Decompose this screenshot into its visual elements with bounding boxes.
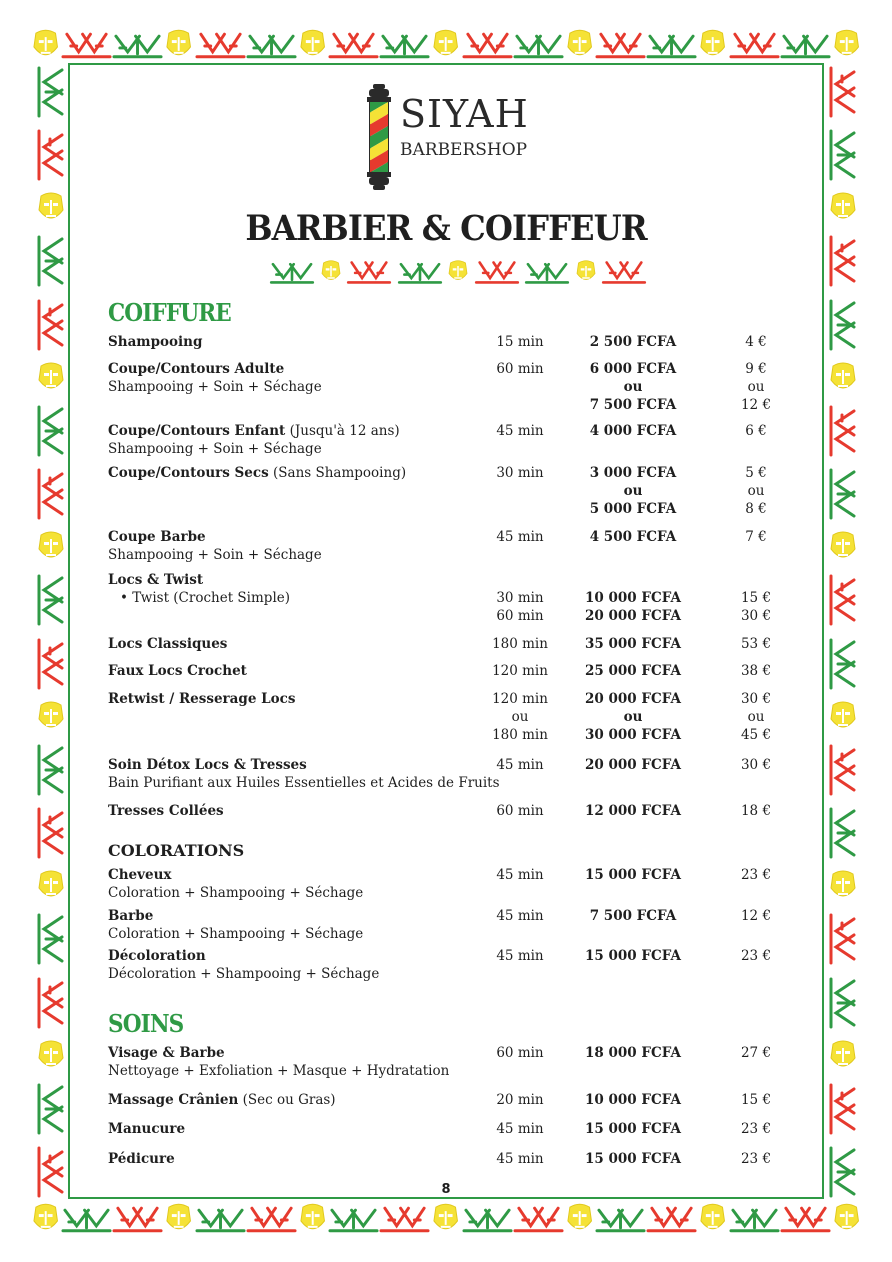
mask-icon [430,1203,461,1235]
motif-red-icon [112,1204,163,1234]
motif-red-icon [379,1204,430,1234]
item-price-fcfa: 3 000 FCFA [589,465,677,481]
mask-icon [827,362,859,394]
motif-green-icon [268,259,316,285]
motif-green-icon [513,30,564,60]
motif-green-icon [462,1204,513,1234]
item-duration: 120 min [492,663,548,679]
item-price-eur: 30 € [740,608,772,624]
item-name: Soin Détox Locs & Tresses [108,757,307,773]
motif-red-icon [828,66,858,118]
section-title-coiffure: COIFFURE [108,298,231,327]
mask-icon [30,29,61,61]
item-price-or: ou [623,483,643,499]
motif-red-icon [600,259,648,285]
item-price-eur: 9 € [745,361,767,377]
item-price-fcfa: 20 000 FCFA [585,691,681,707]
item-description: Nettoyage + Exfoliation + Masque + Hydratation [108,1063,450,1079]
mask-icon [697,29,728,61]
mask-icon [831,1203,862,1235]
item-description: Coloration + Shampooing + Séchage [108,926,364,942]
mask-icon [827,701,859,733]
item-price-eur: 23 € [740,867,772,883]
item-description: Coloration + Shampooing + Séchage [108,885,364,901]
motif-red-icon [61,30,112,60]
mask-icon [35,1040,67,1072]
item-duration: 30 min [496,465,544,481]
motif-red-icon [828,744,858,796]
mask-icon [446,259,470,285]
title-ornament [268,256,648,288]
motif-red-icon [828,405,858,457]
item-duration: 60 min [496,803,544,819]
item-duration: 45 min [496,529,544,545]
item-price-eur: 15 € [740,1092,772,1108]
motif-green-icon [36,744,66,796]
mask-icon [297,1203,328,1235]
motif-red-icon [828,913,858,965]
motif-red-icon [729,30,780,60]
item-price-fcfa: 2 500 FCFA [589,334,677,350]
motif-green-icon [36,1083,66,1135]
item-duration: 180 min [492,636,548,652]
motif-red-icon [36,977,66,1029]
motif-green-icon [828,638,858,690]
item-price-fcfa: 35 000 FCFA [585,636,681,652]
motif-red-icon [36,807,66,859]
item-duration: 120 min [492,691,548,707]
motif-red-icon [462,30,513,60]
motif-green-icon [36,405,66,457]
item-price-eur: 8 € [745,501,767,517]
motif-green-icon [828,807,858,859]
item-price-or: ou [747,709,765,725]
item-name: Coupe/Contours Enfant [108,423,286,439]
mask-icon [564,1203,595,1235]
item-price-fcfa: 30 000 FCFA [585,727,681,743]
item-name: Locs Classiques [108,636,228,652]
item-duration: 45 min [496,1151,544,1167]
mask-icon [297,29,328,61]
item-name: Décoloration [108,948,206,964]
item-name: Cheveux [108,867,172,883]
motif-red-icon [828,574,858,626]
item-name: Retwist / Resserage Locs [108,691,296,707]
item-price-eur: 23 € [740,1151,772,1167]
item-name: Coupe/Contours Secs [108,465,269,481]
item-price-fcfa: 15 000 FCFA [585,1151,681,1167]
motif-red-icon [513,1204,564,1234]
mask-icon [827,1040,859,1072]
motif-red-icon [595,30,646,60]
item-name: Faux Locs Crochet [108,663,247,679]
item-duration: 60 min [496,361,544,377]
item-name: Shampooing [108,334,203,350]
item-price-or: ou [747,483,765,499]
item-price-eur: 12 € [740,397,772,413]
item-description: Décoloration + Shampooing + Séchage [108,966,380,982]
motif-green-icon [828,299,858,351]
item-name: Barbe [108,908,154,924]
mask-icon [827,870,859,902]
item-price-eur: 5 € [745,465,767,481]
item-duration: 180 min [492,727,548,743]
item-name: Coupe/Contours Adulte [108,361,285,377]
motif-red-icon [36,638,66,690]
border-top [30,24,862,66]
item-duration: 45 min [496,757,544,773]
mask-icon [30,1203,61,1235]
item-description: Shampooing + Soin + Séchage [108,441,322,457]
item-price-eur: 6 € [745,423,767,439]
motif-red-icon [36,468,66,520]
item-name: Locs & Twist [108,572,204,588]
item-price-fcfa: 7 500 FCFA [589,397,677,413]
motif-green-icon [36,574,66,626]
mask-icon [430,29,461,61]
item-name: Pédicure [108,1151,175,1167]
section-title-soins: SOINS [108,1009,184,1038]
item-price-or: ou [623,379,643,395]
item-price-fcfa: 20 000 FCFA [585,608,681,624]
motif-red-icon [195,30,246,60]
item-duration: 45 min [496,1121,544,1137]
motif-green-icon [379,30,430,60]
motif-green-icon [328,1204,379,1234]
item-price-eur: 12 € [740,908,772,924]
item-price-fcfa: 18 000 FCFA [585,1045,681,1061]
item-duration: 45 min [496,948,544,964]
item-price-eur: 30 € [740,757,772,773]
item-duration: 45 min [496,423,544,439]
mask-icon [831,29,862,61]
item-price-fcfa: 15 000 FCFA [585,1121,681,1137]
item-duration: 45 min [496,908,544,924]
motif-green-icon [36,66,66,118]
mask-icon [697,1203,728,1235]
item-note: (Sans Shampooing) [268,465,407,481]
mask-icon [564,29,595,61]
mask-icon [35,870,67,902]
item-name: Tresses Collées [108,803,224,819]
item-price-eur: 15 € [740,590,772,606]
item-name: Manucure [108,1121,186,1137]
motif-green-icon [396,259,444,285]
item-price-fcfa: 20 000 FCFA [585,757,681,773]
motif-green-icon [195,1204,246,1234]
item-bullet: • Twist (Crochet Simple) [120,590,291,606]
item-duration: 60 min [496,608,544,624]
motif-green-icon [523,259,571,285]
motif-green-icon [36,913,66,965]
item-price-fcfa: 7 500 FCFA [589,908,677,924]
mask-icon [35,362,67,394]
item-name: Coupe Barbe [108,529,206,545]
section-title-colorations: COLORATIONS [108,841,245,860]
motif-green-icon [828,129,858,181]
item-price-or: ou [747,379,765,395]
item-price-fcfa: 5 000 FCFA [589,501,677,517]
item-price-eur: 30 € [740,691,772,707]
item-duration-or: ou [511,709,529,725]
item-price-eur: 18 € [740,803,772,819]
item-description: Shampooing + Soin + Séchage [108,379,322,395]
motif-green-icon [729,1204,780,1234]
item-price-eur: 23 € [740,1121,772,1137]
motif-green-icon [828,977,858,1029]
item-price-fcfa: 10 000 FCFA [585,590,681,606]
brand-subtitle: BARBERSHOP [400,140,528,160]
motif-red-icon [246,1204,297,1234]
item-description: Shampooing + Soin + Séchage [108,547,322,563]
motif-green-icon [112,30,163,60]
item-description: Bain Purifiant aux Huiles Essentielles et Acides de Fruits [108,775,500,791]
motif-red-icon [345,259,393,285]
page-title: BARBIER & COIFFEUR [245,208,647,249]
page-number: 8 [441,1182,451,1197]
item-duration: 20 min [496,1092,544,1108]
item-duration: 15 min [496,334,544,350]
mask-icon [827,531,859,563]
barber-pole-icon [364,84,394,190]
item-price-fcfa: 25 000 FCFA [585,663,681,679]
item-price-fcfa: 10 000 FCFA [585,1092,681,1108]
mask-icon [574,259,598,285]
item-price-eur: 27 € [740,1045,772,1061]
item-price-fcfa: 6 000 FCFA [589,361,677,377]
brand-name: SIYAH [400,92,529,136]
motif-red-icon [828,1083,858,1135]
item-duration: 30 min [496,590,544,606]
motif-red-icon [780,1204,831,1234]
item-price-eur: 7 € [745,529,767,545]
item-price-fcfa: 15 000 FCFA [585,867,681,883]
motif-red-icon [473,259,521,285]
motif-green-icon [780,30,831,60]
motif-red-icon [36,129,66,181]
brand-logo [364,84,534,190]
motif-green-icon [246,30,297,60]
item-price-fcfa: 4 500 FCFA [589,529,677,545]
item-price-eur: 4 € [745,334,767,350]
mask-icon [163,29,194,61]
item-price-fcfa: 15 000 FCFA [585,948,681,964]
item-name: Massage Crânien [108,1092,239,1108]
item-note: (Sec ou Gras) [238,1092,336,1108]
mask-icon [319,259,343,285]
motif-green-icon [646,30,697,60]
motif-red-icon [36,299,66,351]
item-note: (Jusqu'à 12 ans) [285,423,400,439]
item-price-eur: 45 € [740,727,772,743]
motif-green-icon [595,1204,646,1234]
motif-green-icon [828,468,858,520]
item-price-eur: 23 € [740,948,772,964]
item-duration: 45 min [496,867,544,883]
item-name: Visage & Barbe [108,1045,225,1061]
item-duration: 60 min [496,1045,544,1061]
item-price-fcfa: 12 000 FCFA [585,803,681,819]
item-price-or: ou [623,709,643,725]
item-price-eur: 38 € [740,663,772,679]
mask-icon [35,701,67,733]
mask-icon [35,531,67,563]
item-price-eur: 53 € [740,636,772,652]
motif-red-icon [646,1204,697,1234]
mask-icon [163,1203,194,1235]
motif-green-icon [61,1204,112,1234]
item-price-fcfa: 4 000 FCFA [589,423,677,439]
border-bottom [30,1198,862,1240]
motif-red-icon [328,30,379,60]
